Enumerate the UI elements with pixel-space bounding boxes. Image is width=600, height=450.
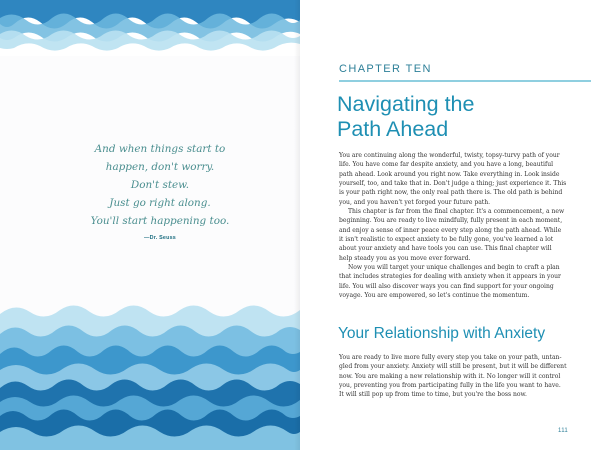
quote-line: happen, don't worry.	[105, 161, 215, 173]
text-line: path ahead. Look around you right now. Take everything in. Look inside	[339, 170, 560, 178]
text-line: help steady you as you move ever forward.	[339, 254, 471, 262]
chapter-title-line: Path Ahead	[337, 117, 449, 141]
text-line: You are ready to live more fully every step you take on your path, untan-	[339, 354, 562, 361]
chapter-title-line: Navigating the	[337, 92, 475, 116]
text-line: and enjoy a sense of inner peace every step along the path ahead. While	[339, 226, 562, 234]
quote-line: Just go right along.	[109, 197, 211, 209]
body-paragraph	[339, 207, 591, 263]
text-line: now. You are making a new relationship with it. No longer will it control	[339, 372, 561, 380]
quote-line: You'll start happening too.	[90, 215, 230, 227]
text-line: You are continuing along the wonderful, twisty, topsy-turvy path of your	[339, 152, 560, 159]
body-paragraph	[339, 263, 591, 300]
quote-line: And when things start to	[94, 143, 226, 155]
text-line: about your anxiety and have tools you can use. This final chapter will	[339, 245, 552, 253]
watercolor-waves-top-illustration	[0, 0, 300, 56]
body-paragraph	[339, 151, 591, 207]
text-line: It will still pop up from time to time, but you're the boss now.	[339, 391, 527, 399]
text-line: Now you will target your unique challenges and begin to craft a plan	[348, 264, 560, 272]
text-line: This chapter is far from the final chapter. It's a commencement, a new	[348, 208, 565, 216]
quote-line: Don't stew.	[130, 179, 190, 191]
text-line: voyage. You are empowered, so let's continue the momentum.	[339, 292, 530, 300]
text-line: you, and you haven't yet forged your future path.	[339, 198, 491, 206]
text-line: life. You will also discover ways you can find support for your ongoing	[339, 282, 554, 290]
text-line: that includes strategies for dealing with anxiety when it appears in your	[339, 273, 561, 281]
text-line: beginning. You are ready to live mindfully, fully present in each moment,	[339, 217, 563, 225]
text-line: is your path right now, the only real path there is. The old path is behind	[339, 189, 563, 197]
text-line: life. You have come far despite anxiety, and you have a long, beautiful	[339, 161, 554, 169]
chapter-title	[337, 92, 587, 142]
chapter-divider	[339, 80, 591, 82]
body-paragraph	[339, 353, 591, 400]
chapter-body	[339, 151, 591, 301]
watercolor-waves-bottom-illustration	[0, 296, 300, 450]
page-number: 111	[558, 428, 569, 434]
chapter-label: CHAPTER TEN	[339, 63, 432, 75]
text-line: it isn't realistic to expect anxiety to be fully gone, you've learned a lot	[339, 236, 554, 244]
text-line: gled from your anxiety. Anxiety will still be present, but it will be different	[339, 363, 567, 371]
quote-attribution: —Dr. Seuss	[144, 235, 176, 241]
section-body	[339, 353, 591, 400]
section-heading: Your Relationship with Anxiety	[338, 325, 546, 342]
epigraph-quote	[40, 140, 280, 241]
text-line: you, preventing you from participating fully in the life you want to have.	[339, 382, 561, 390]
right-page	[300, 0, 600, 450]
text-line: yourself, too, and take that in. Don't judge a thing; just experience it. This	[339, 180, 567, 188]
